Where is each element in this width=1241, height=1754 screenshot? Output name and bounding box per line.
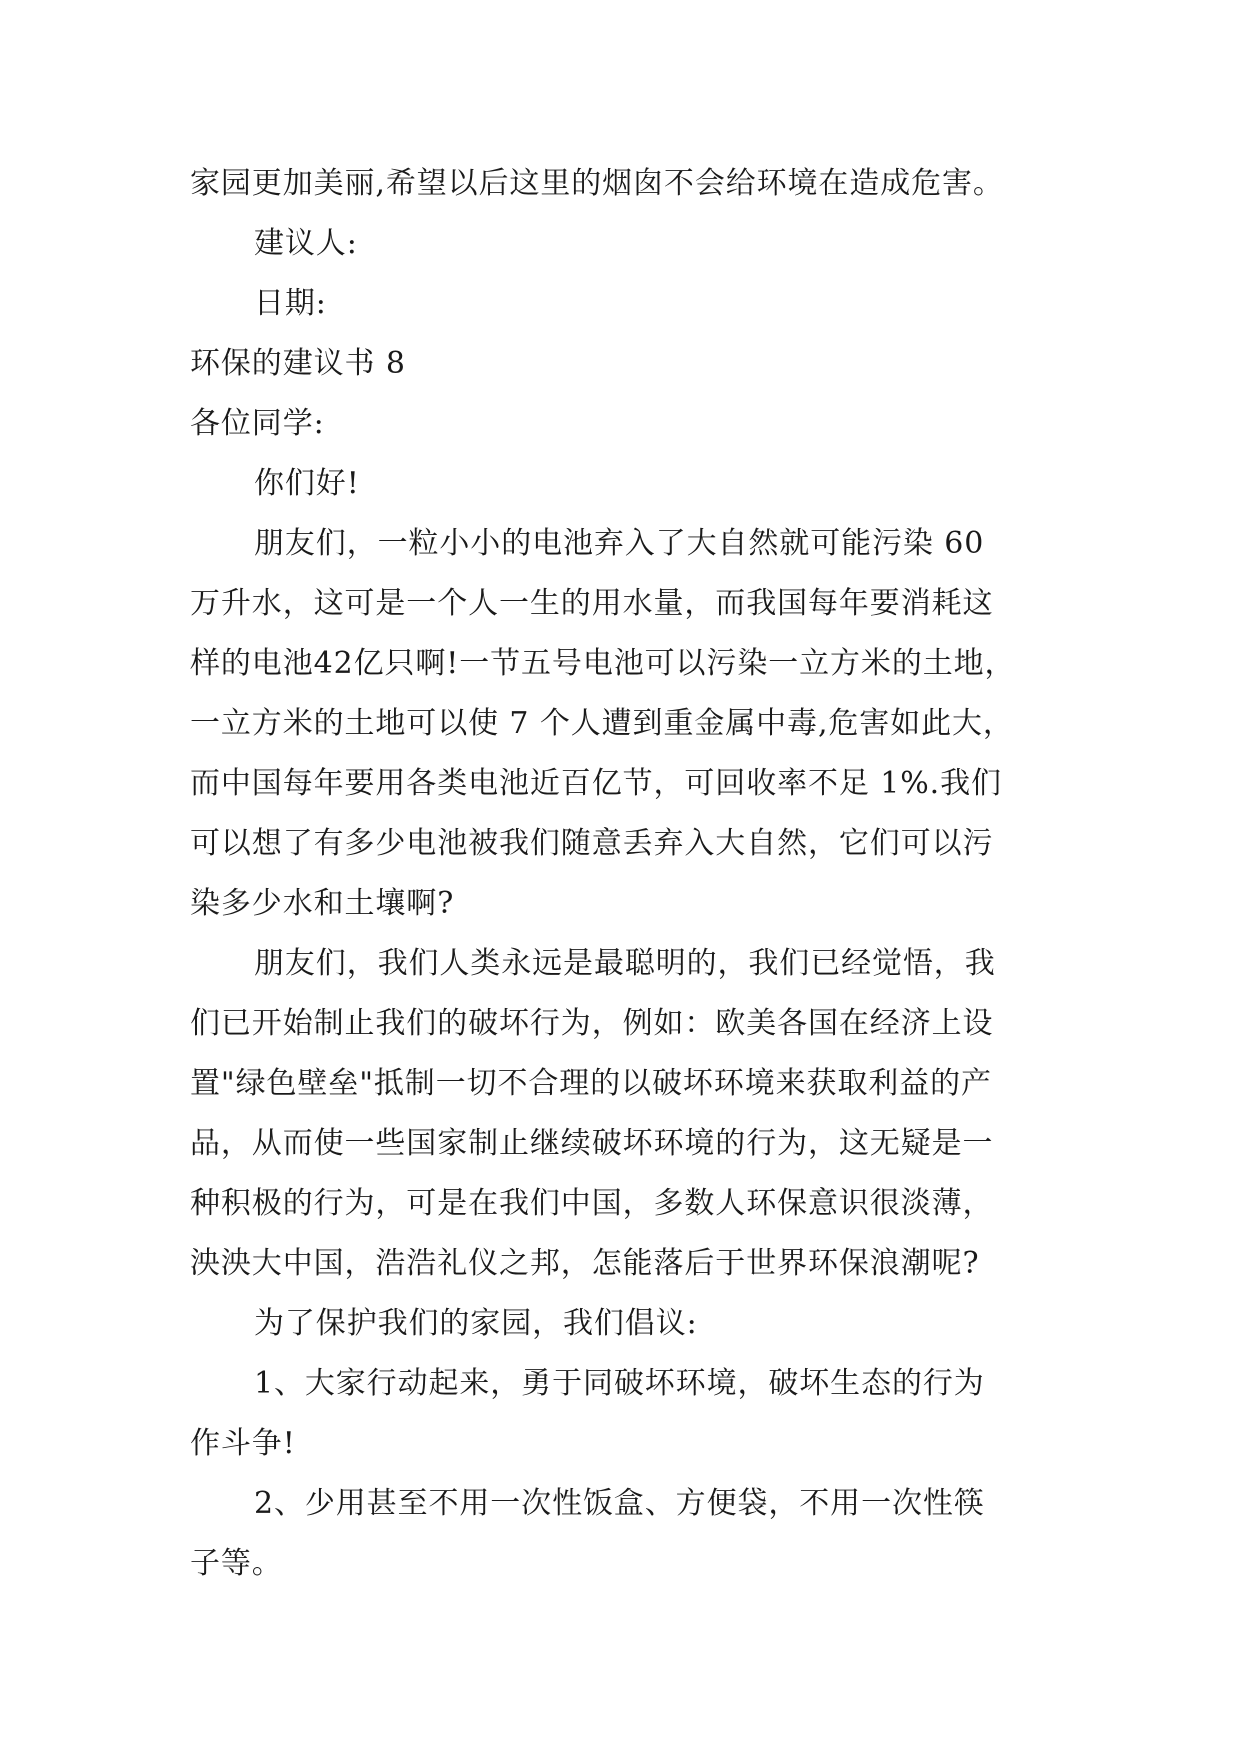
- text-line: 染多少水和土壤啊?: [190, 886, 455, 921]
- salutation: 各位同学:: [190, 406, 325, 441]
- text-line: 而中国每年要用各类电池近百亿节，可回收率不足 1%.我们: [190, 766, 1002, 801]
- text-line: 可以想了有多少电池被我们随意丢弃入大自然，它们可以污: [190, 826, 994, 861]
- text-line: 泱泱大中国，浩浩礼仪之邦，怎能落后于世界环保浪潮呢?: [190, 1246, 980, 1281]
- greeting: 你们好!: [254, 466, 360, 501]
- text-line: 种积极的行为，可是在我们中国，多数人环保意识很淡薄，: [190, 1186, 994, 1221]
- list-item: 1、大家行动起来，勇于同破坏环境，破坏生态的行为: [254, 1366, 985, 1401]
- date-label: 日期:: [254, 286, 327, 321]
- section-title: 环保的建议书 8: [190, 346, 406, 381]
- text-line: 置"绿色壁垒"抵制一切不合理的以破坏环境来获取利益的产: [190, 1066, 992, 1101]
- text-line: 一立方米的土地可以使 7 个人遭到重金属中毒,危害如此大，: [190, 706, 1014, 741]
- text-line: 为了保护我们的家园，我们倡议:: [254, 1306, 698, 1341]
- text-line: 们已开始制止我们的破坏行为，例如：欧美各国在经济上设: [190, 1006, 994, 1041]
- text-line: 样的电池42亿只啊!一节五号电池可以污染一立方米的土地，: [190, 646, 1016, 681]
- text-line: 作斗争!: [190, 1426, 296, 1461]
- text-line: 朋友们，我们人类永远是最聪明的，我们已经觉悟，我: [254, 946, 996, 981]
- text-line: 家园更加美丽,希望以后这里的烟囱不会给环境在造成危害。: [190, 166, 1004, 201]
- text-line: 子等。: [190, 1546, 283, 1581]
- text-line: 万升水，这可是一个人一生的用水量，而我国每年要消耗这: [190, 586, 994, 621]
- signature-label: 建议人:: [254, 226, 358, 261]
- text-line: 品，从而使一些国家制止继续破坏环境的行为，这无疑是一: [190, 1126, 994, 1161]
- list-item: 2、少用甚至不用一次性饭盒、方便袋，不用一次性筷: [254, 1486, 985, 1521]
- text-line: 朋友们，一粒小小的电池弃入了大自然就可能污染 60: [254, 526, 985, 561]
